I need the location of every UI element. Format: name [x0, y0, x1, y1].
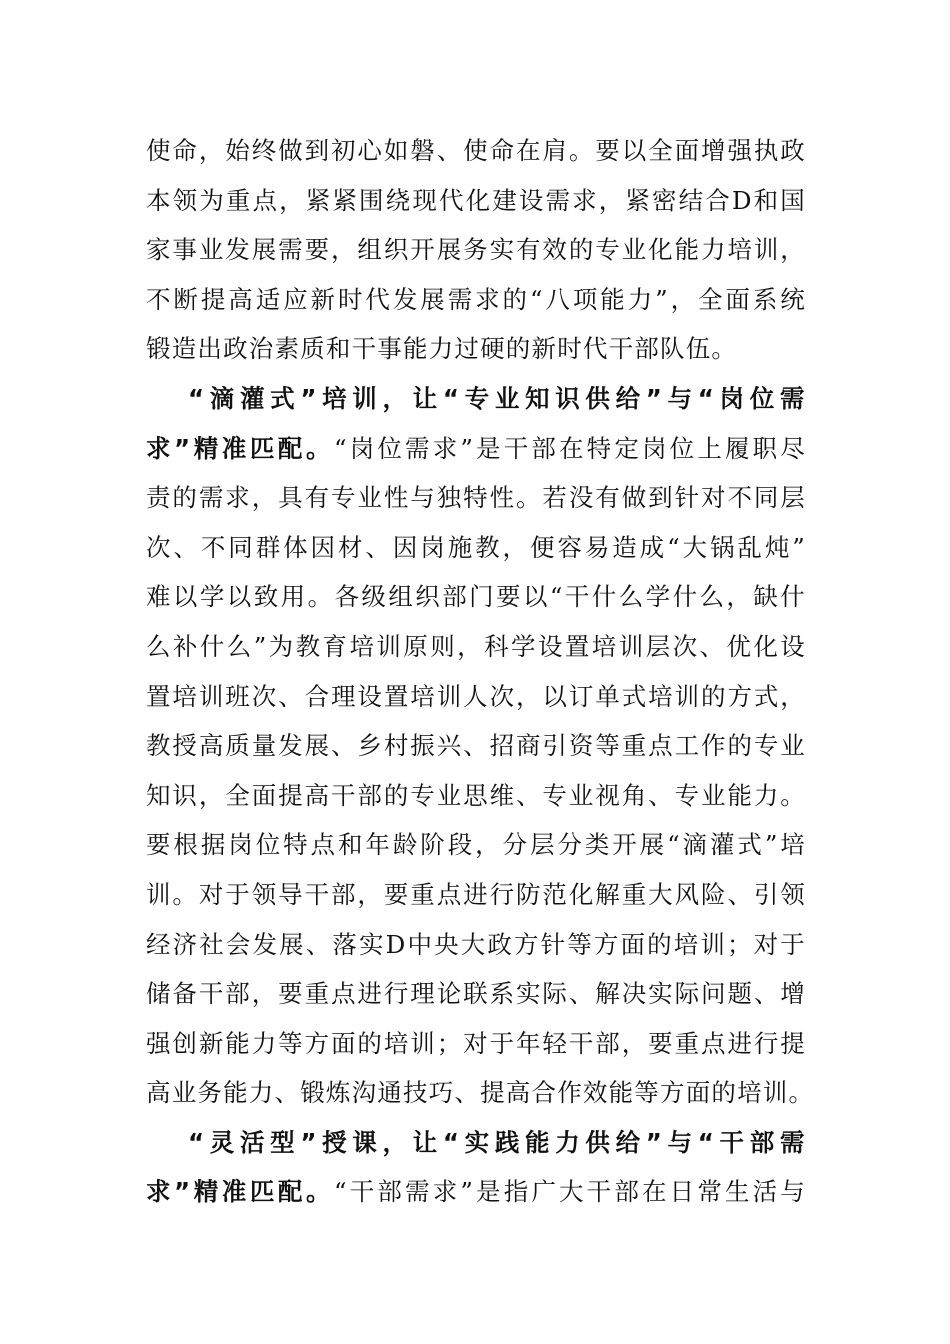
text-line: 本领为重点，紧紧围绕现代化建设需求，紧密结合D和国	[146, 185, 806, 215]
text-line: 家事业发展需要，组织开展务实有效的专业化能力培训，	[146, 235, 806, 265]
text-line: 经济社会发展、落实D中央大政方针等方面的培训；对于	[146, 929, 806, 959]
text-line: 训。对于领导干部，要重点进行防范化解重大风险、引领	[146, 879, 806, 909]
text-line: 难以学以致用。各级组织部门要以“干什么学什么，缺什	[146, 582, 806, 612]
text-line: 要根据岗位特点和年龄阶段，分层分类开展“滴灌式”培	[146, 830, 806, 860]
mixed-line	[146, 1167, 806, 1217]
text-line: 责的需求，具有专业性与独特性。若没有做到针对不同层	[146, 483, 806, 513]
text-line: 次、不同群体因材、因岗施教，便容易造成“大锅乱炖”	[146, 532, 806, 562]
text-fragment: “干部需求”是指广大干部在日常生活与	[334, 1177, 806, 1207]
text-line: 锻造出政治素质和干事能力过硬的新时代干部队伍。	[146, 334, 738, 364]
section-heading-tail: 求”精准匹配。	[146, 433, 335, 463]
text-line: 不断提高适应新时代发展需求的“八项能力”，全面系统	[146, 284, 806, 314]
text-line: 高业务能力、锻炼沟通技巧、提高合作效能等方面的培训。	[146, 1078, 815, 1108]
text-line: 么补什么”为教育培训原则，科学设置培训层次、优化设	[146, 631, 806, 661]
section-heading-line: “滴灌式”培训，让“专业知识供给”与“岗位需	[188, 383, 806, 413]
text-line: 置培训班次、合理设置培训人次，以订单式培训的方式，	[146, 681, 806, 711]
text-line: 知识，全面提高干部的专业思维、专业视角、专业能力。	[146, 780, 806, 810]
text-fragment: “岗位需求”是干部在特定岗位上履职尽	[334, 433, 806, 463]
text-line: 使命，始终做到初心如磐、使命在肩。要以全面增强执政	[146, 136, 806, 165]
section-heading-tail: 求”精准匹配。	[146, 1177, 335, 1207]
body-text	[146, 126, 815, 1217]
text-line: 储备干部，要重点进行理论联系实际、解决实际问题、增	[146, 979, 806, 1009]
text-line: 教授高质量发展、乡村振兴、招商引资等重点工作的专业	[146, 731, 806, 761]
mixed-line	[146, 424, 806, 474]
text-line: 强创新能力等方面的培训；对于年轻干部，要重点进行提	[146, 1028, 806, 1058]
section-heading-line: “灵活型”授课，让“实践能力供给”与“干部需	[188, 1127, 806, 1157]
